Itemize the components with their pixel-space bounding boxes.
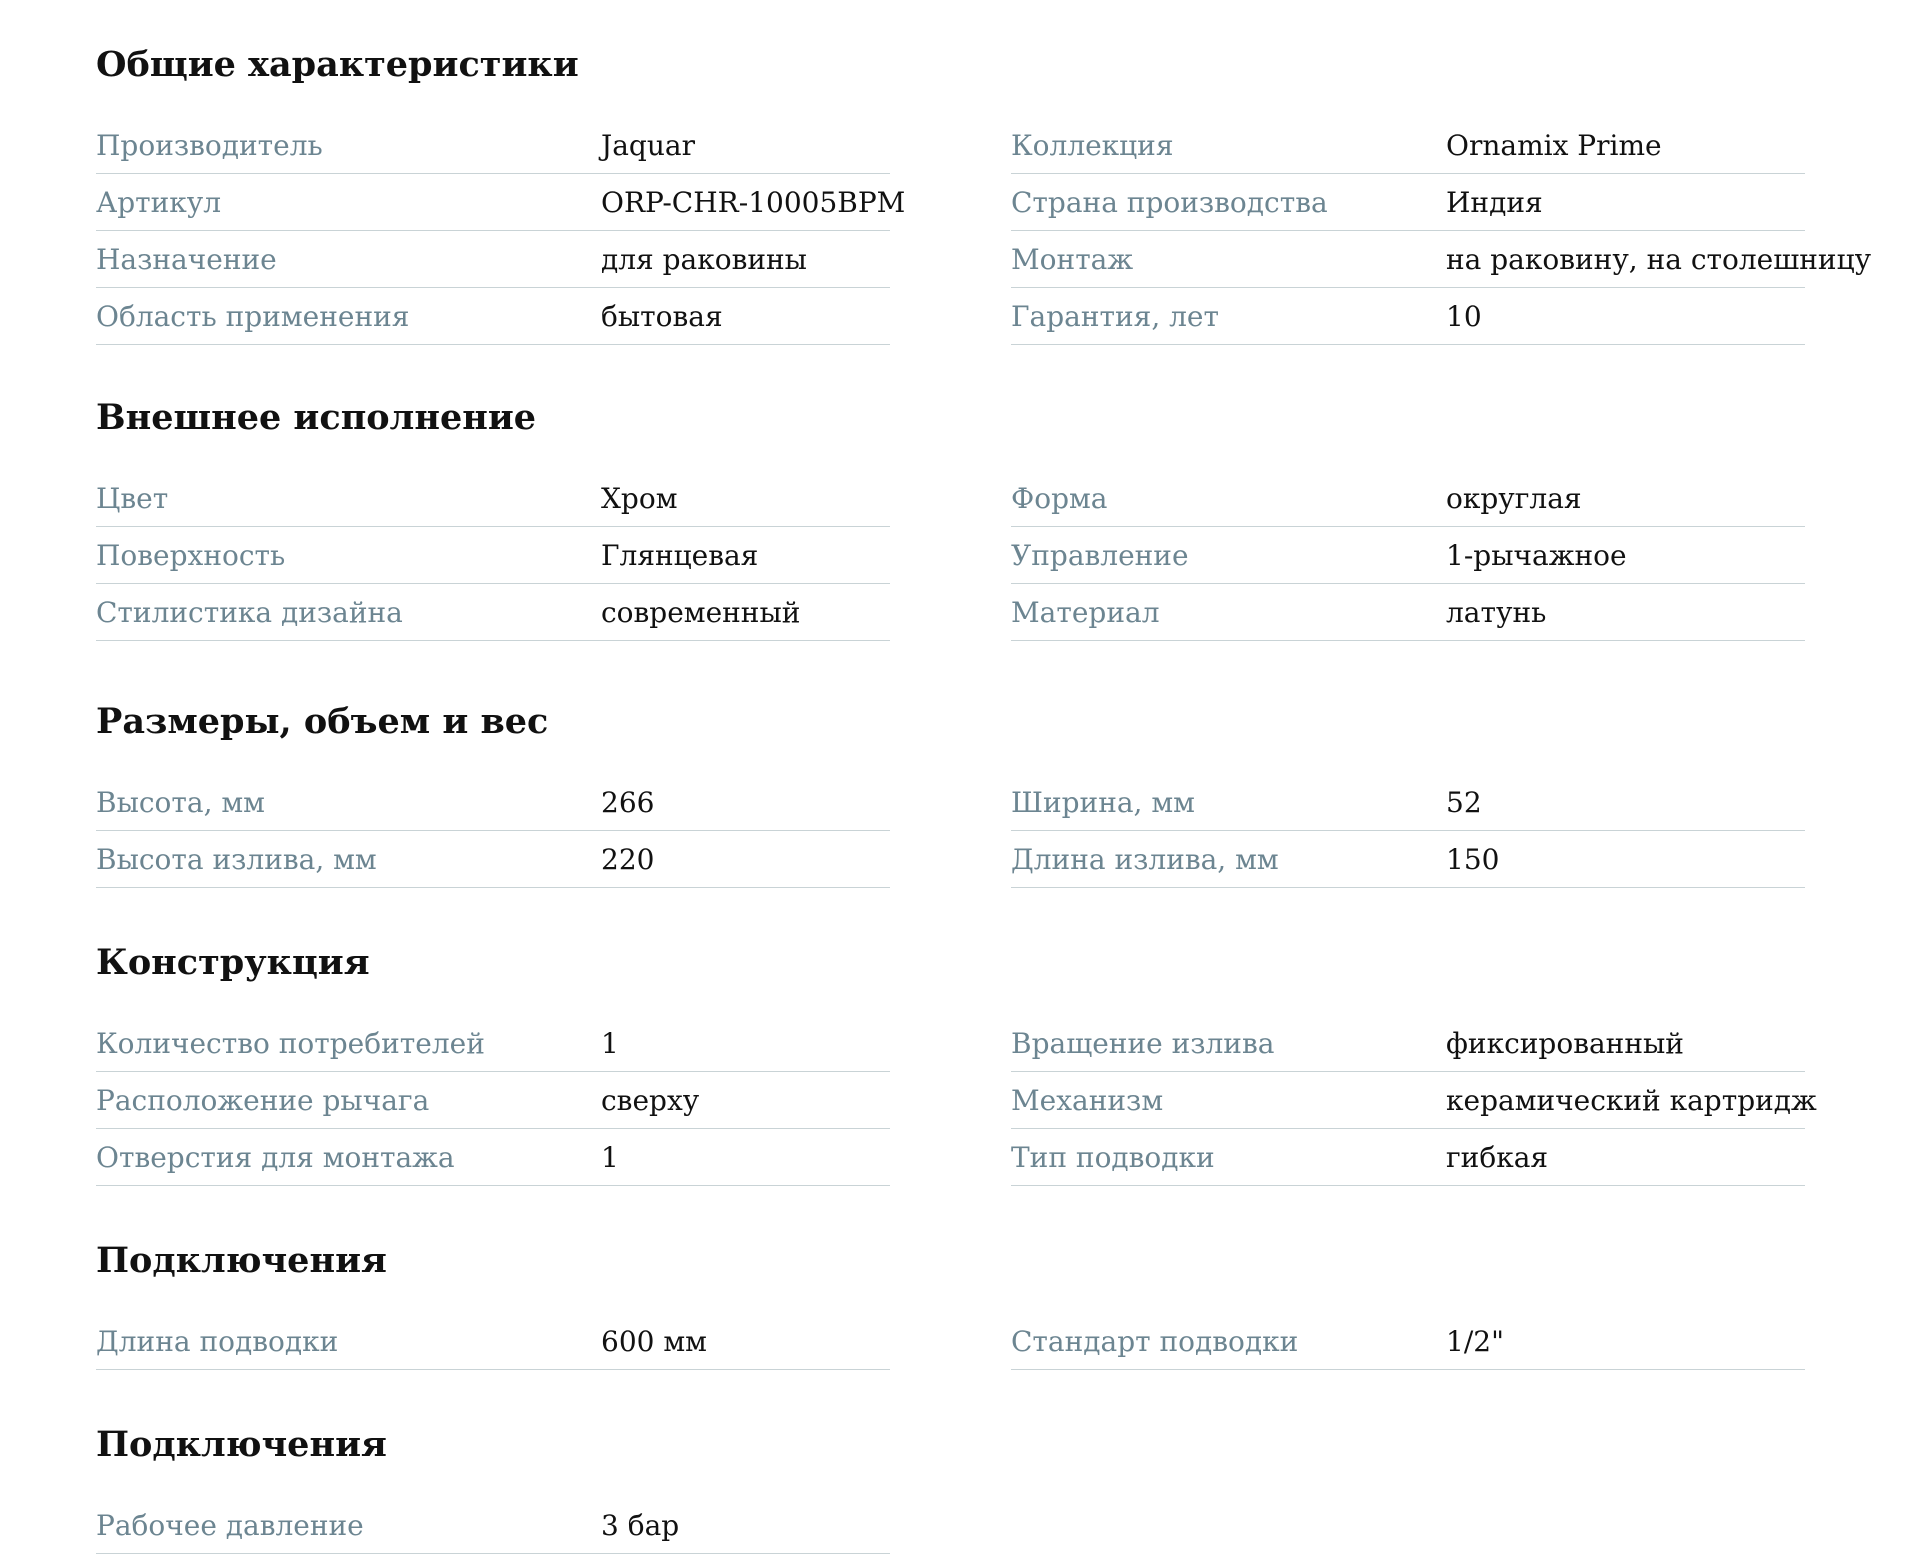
- spec-grid: [96, 470, 1856, 641]
- spec-grid: [96, 1015, 1856, 1186]
- spec-value: бытовая: [601, 299, 723, 333]
- spec-label: Стилистика дизайна: [96, 595, 403, 629]
- spec-row: [1011, 831, 1805, 888]
- spec-column-right: [1011, 470, 1805, 641]
- spec-value: 220: [601, 842, 655, 876]
- spec-label: Назначение: [96, 242, 277, 276]
- section-title: Конструкция: [96, 942, 370, 983]
- spec-row: [96, 1072, 890, 1129]
- spec-row: [1011, 1015, 1805, 1072]
- spec-value: фиксированный: [1446, 1026, 1684, 1060]
- spec-value: 600 мм: [601, 1324, 707, 1358]
- spec-row: [1011, 470, 1805, 527]
- spec-value: 150: [1446, 842, 1500, 876]
- spec-column-left: [96, 1497, 890, 1554]
- spec-label: Расположение рычага: [96, 1083, 430, 1117]
- spec-row: [96, 527, 890, 584]
- spec-grid: [96, 774, 1856, 888]
- spec-label: Вращение излива: [1011, 1026, 1275, 1060]
- spec-label: Форма: [1011, 481, 1108, 515]
- spec-row: [1011, 288, 1805, 345]
- spec-label: Рабочее давление: [96, 1508, 364, 1542]
- spec-row: [96, 117, 890, 174]
- spec-row: [1011, 1072, 1817, 1129]
- spec-value: 1-рычажное: [1446, 538, 1627, 572]
- spec-row: [1011, 1313, 1805, 1370]
- specifications-page: [96, 0, 1872, 1554]
- spec-row: [96, 1129, 890, 1186]
- spec-column-right: [1011, 1497, 1805, 1554]
- spec-row: [96, 288, 890, 345]
- spec-row: [1011, 774, 1805, 831]
- spec-value: 52: [1446, 785, 1482, 819]
- spec-label: Высота, мм: [96, 785, 265, 819]
- spec-label: Производитель: [96, 128, 323, 162]
- spec-value: на раковину, на столешницу: [1446, 242, 1872, 276]
- section-dimensions: [96, 702, 1856, 888]
- spec-label: Тип подводки: [1011, 1140, 1215, 1174]
- spec-value: 10: [1446, 299, 1482, 333]
- spec-column-right: [1011, 1015, 1817, 1186]
- spec-label: Материал: [1011, 595, 1160, 629]
- spec-row: [96, 174, 906, 231]
- spec-value: Jaquar: [601, 128, 695, 162]
- spec-label: Область применения: [96, 299, 410, 333]
- spec-row: [1011, 527, 1805, 584]
- spec-value: керамический картридж: [1446, 1083, 1817, 1117]
- spec-label: Количество потребителей: [96, 1026, 485, 1060]
- spec-value: 266: [601, 785, 655, 819]
- section-connections-pressure: [96, 1425, 1856, 1554]
- spec-row: [1011, 1129, 1805, 1186]
- spec-label: Гарантия, лет: [1011, 299, 1219, 333]
- spec-value: Ornamix Prime: [1446, 128, 1662, 162]
- spec-row: [1011, 584, 1805, 641]
- spec-column-left: [96, 774, 890, 888]
- spec-value: 1: [601, 1140, 619, 1174]
- spec-row: [96, 231, 890, 288]
- spec-label: Длина излива, мм: [1011, 842, 1279, 876]
- spec-label: Механизм: [1011, 1083, 1164, 1117]
- spec-row: [96, 831, 890, 888]
- spec-value: гибкая: [1446, 1140, 1549, 1174]
- section-title: Подключения: [96, 1424, 387, 1465]
- spec-label: Стандарт подводки: [1011, 1324, 1299, 1358]
- spec-column-left: [96, 1015, 890, 1186]
- spec-row: [96, 1015, 890, 1072]
- section-appearance: [96, 398, 1856, 641]
- section-general: [96, 44, 1872, 345]
- spec-label: Цвет: [96, 481, 169, 515]
- spec-row: [96, 1497, 890, 1554]
- spec-value: Глянцевая: [601, 538, 759, 572]
- spec-row: [96, 584, 890, 641]
- spec-label: Отверстия для монтажа: [96, 1140, 455, 1174]
- spec-column-right: [1011, 1313, 1805, 1370]
- spec-label: Коллекция: [1011, 128, 1174, 162]
- spec-label: Артикул: [96, 185, 222, 219]
- spec-grid: [96, 1497, 1856, 1554]
- spec-row: [96, 1313, 890, 1370]
- spec-value: Индия: [1446, 185, 1543, 219]
- spec-row: [1011, 174, 1805, 231]
- section-title: Внешнее исполнение: [96, 397, 537, 438]
- spec-row: [1011, 117, 1805, 174]
- spec-column-right: [1011, 774, 1805, 888]
- spec-value: ORP-CHR-10005BPM: [601, 185, 906, 219]
- spec-label: Длина подводки: [96, 1324, 339, 1358]
- spec-grid: [96, 117, 1872, 345]
- spec-column-left: [96, 117, 906, 345]
- spec-row: [1011, 231, 1872, 288]
- spec-label: Высота излива, мм: [96, 842, 377, 876]
- spec-label: Страна производства: [1011, 185, 1328, 219]
- section-title: Размеры, объем и вес: [96, 701, 549, 742]
- spec-column-left: [96, 1313, 890, 1370]
- spec-row: [96, 470, 890, 527]
- spec-value: 3 бар: [601, 1508, 680, 1542]
- section-title: Подключения: [96, 1240, 387, 1281]
- spec-value: латунь: [1446, 595, 1547, 629]
- spec-value: современный: [601, 595, 801, 629]
- section-connections: [96, 1241, 1856, 1370]
- spec-label: Монтаж: [1011, 242, 1134, 276]
- spec-value: 1: [601, 1026, 619, 1060]
- spec-grid: [96, 1313, 1856, 1370]
- spec-value: 1/2": [1446, 1324, 1504, 1358]
- section-title: Общие характеристики: [96, 44, 579, 85]
- spec-label: Поверхность: [96, 538, 286, 572]
- spec-column-right: [1011, 117, 1872, 345]
- spec-row: [96, 774, 890, 831]
- spec-value: для раковины: [601, 242, 807, 276]
- section-construction: [96, 943, 1856, 1186]
- spec-column-left: [96, 470, 890, 641]
- spec-label: Ширина, мм: [1011, 785, 1195, 819]
- spec-label: Управление: [1011, 538, 1189, 572]
- spec-value: округлая: [1446, 481, 1582, 515]
- spec-value: Хром: [601, 481, 678, 515]
- spec-value: сверху: [601, 1083, 700, 1117]
